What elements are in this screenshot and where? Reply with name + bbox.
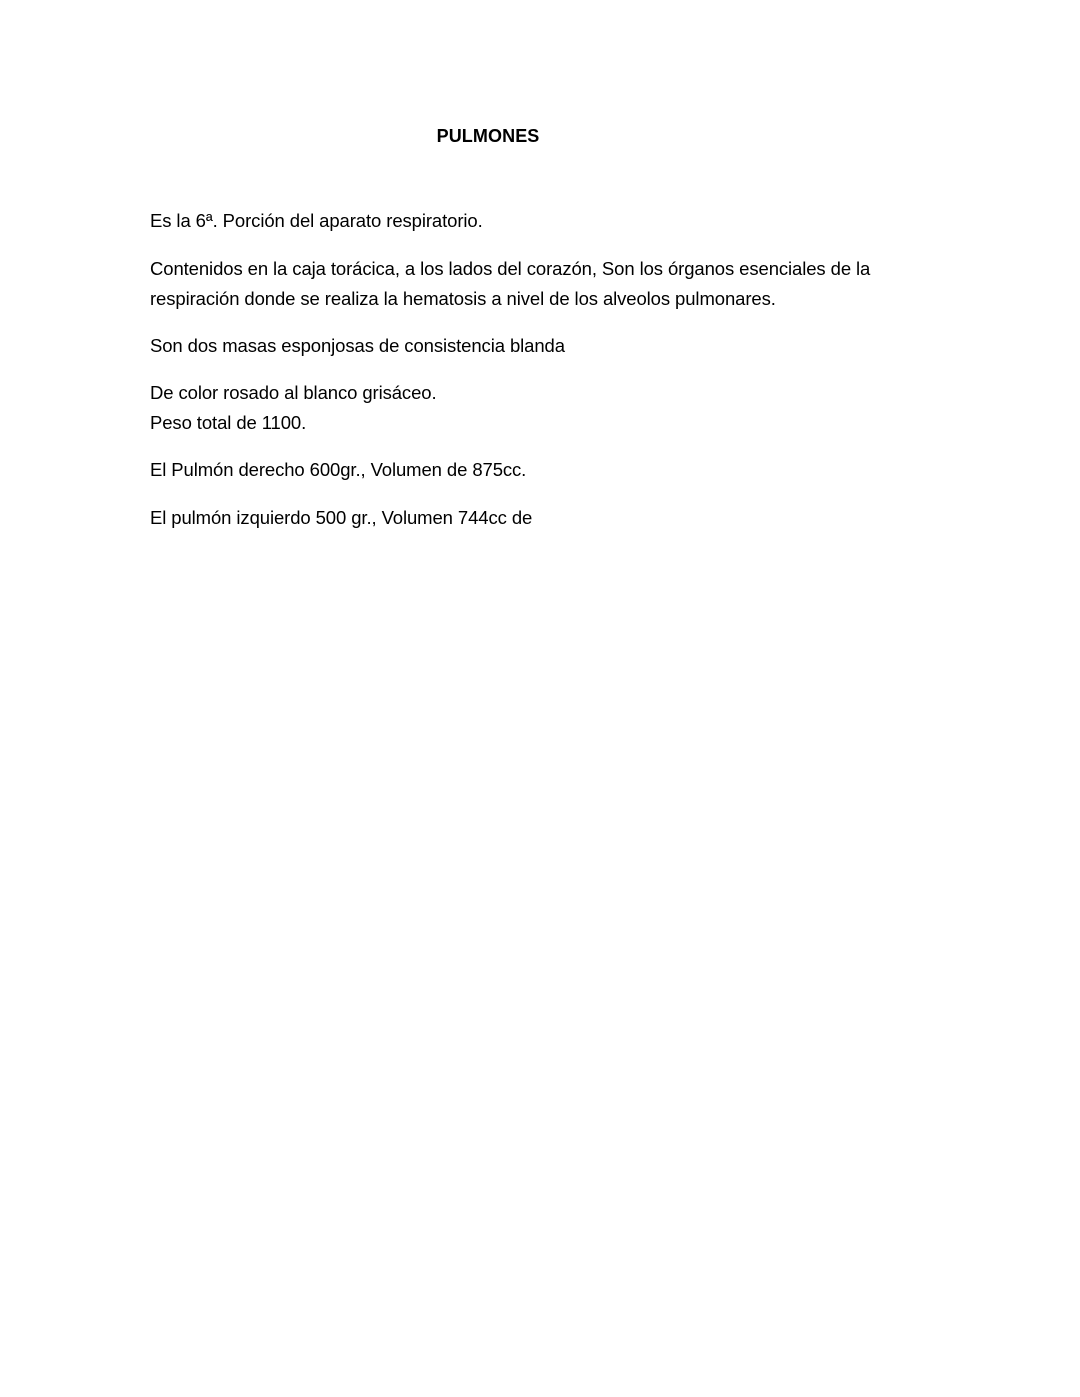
paragraph-line: respiración donde se realiza la hematosis a nivel de los alveolos pulmonares. xyxy=(150,288,776,309)
paragraph-line: El Pulmón derecho 600gr., Volumen de 875cc. xyxy=(150,459,527,480)
paragraph-line: El pulmón izquierdo 500 gr., Volumen 744cc de xyxy=(150,507,533,528)
paragraph-line: Es la 6ª. Porción del aparato respiratorio. xyxy=(150,210,483,231)
paragraph-portion xyxy=(150,206,930,236)
paragraph-consistency xyxy=(150,331,930,361)
paragraph-location xyxy=(150,254,930,314)
paragraph-left-lung xyxy=(150,503,930,533)
paragraph-line: Contenidos en la caja torácica, a los lados del corazón, Son los órganos esenciales de la xyxy=(150,258,871,279)
document-title: PULMONES xyxy=(436,126,540,146)
paragraph-line: Son dos masas esponjosas de consistencia blanda xyxy=(150,335,565,356)
paragraph-line: Peso total de 1100. xyxy=(150,412,307,433)
paragraph-right-lung xyxy=(150,455,930,485)
paragraph-line: De color rosado al blanco grisáceo. xyxy=(150,382,437,403)
paragraph-weight xyxy=(150,408,930,438)
paragraph-color xyxy=(150,378,930,408)
